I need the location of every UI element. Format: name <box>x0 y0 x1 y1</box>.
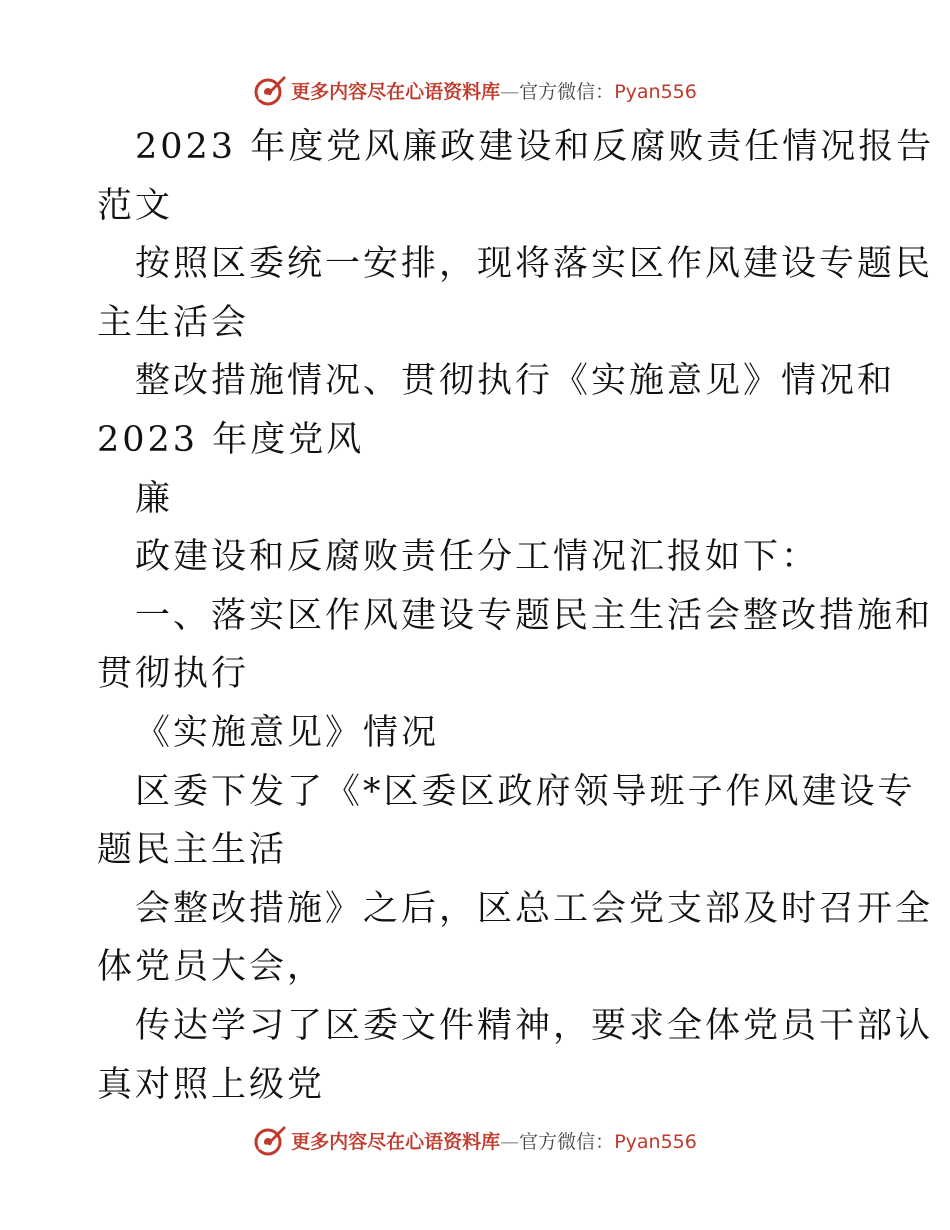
text-line: 《实施意见》情况 <box>135 712 440 753</box>
text-line: 2023 年度党风 <box>97 419 365 460</box>
text-line: 一、落实区作风建设专题民主生活会整改措施和 <box>135 595 934 636</box>
text-line: 2023 年度党风廉政建设和反腐败责任情况报告 <box>135 127 935 167</box>
text-line: 会整改措施》之后，区总工会党支部及时召开全 <box>135 888 934 929</box>
text-line: 按照区委统一安排，现将落实区作风建设专题民 <box>135 244 934 285</box>
text-line: 主生活会 <box>97 302 250 343</box>
text-line: 廉 <box>135 478 174 519</box>
text-line: 题民主生活 <box>97 830 288 871</box>
footer-watermark-banner <box>0 1120 950 1160</box>
text-line: 体党员大会， <box>97 947 326 988</box>
text-line: 整改措施情况、贯彻执行《实施意见》情况和 <box>135 361 896 402</box>
watermark-text: 更多内容尽在心语资料库—官方微信：Pyan556 <box>291 1130 697 1153</box>
text-line: 传达学习了区委文件精神，要求全体党员干部认 <box>135 1005 934 1046</box>
document-body <box>97 118 935 1114</box>
watermark-text: 更多内容尽在心语资料库—官方微信：Pyan556 <box>291 80 697 103</box>
text-line: 贯彻执行 <box>97 654 250 695</box>
text-line: 真对照上级党 <box>97 1064 326 1105</box>
header-watermark-banner <box>0 70 950 110</box>
text-line: 范文 <box>97 185 174 226</box>
pen-logo-icon <box>253 1123 287 1157</box>
text-line: 区委下发了《*区委区政府领导班子作风建设专 <box>135 771 916 812</box>
text-line: 政建设和反腐败责任分工情况汇报如下： <box>135 537 820 578</box>
pen-logo-icon <box>253 73 287 107</box>
